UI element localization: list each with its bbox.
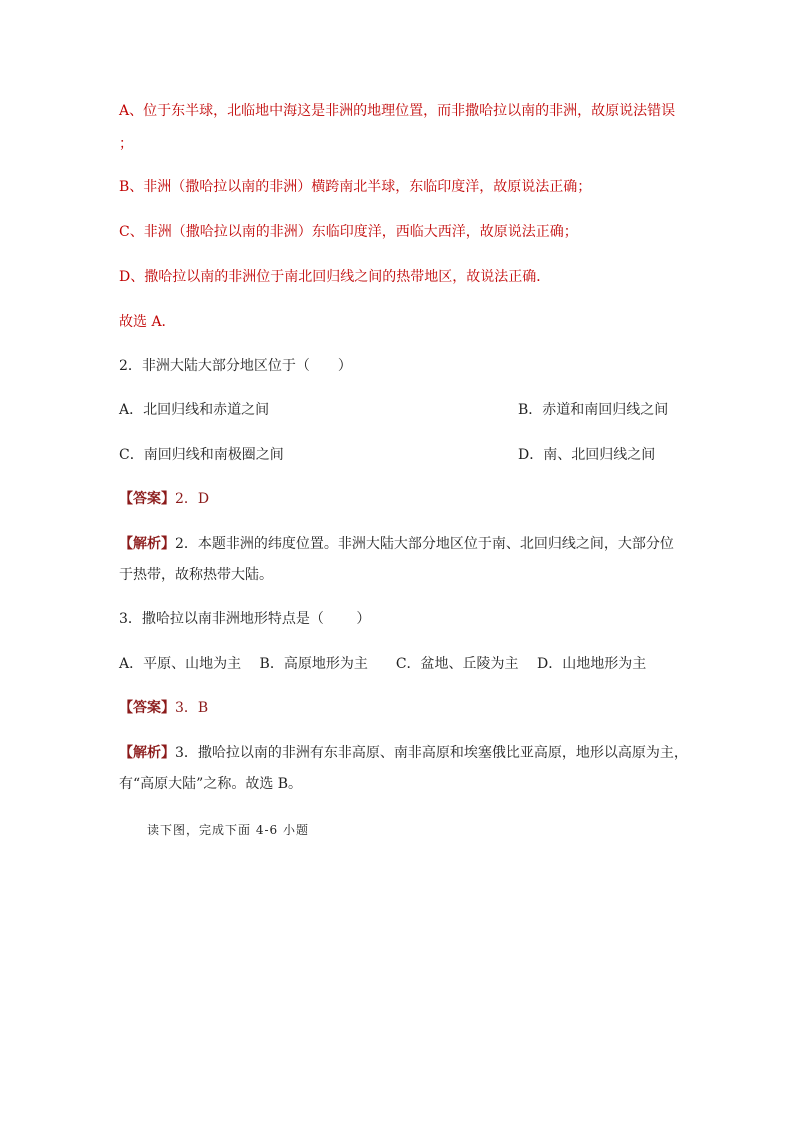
explanation-c: C、非洲（撒哈拉以南的非洲）东临印度洋，西临大西洋，故原说法正确； (119, 224, 578, 240)
q3-answer (119, 698, 208, 718)
q2-option-b: B．赤道和南回归线之间 (518, 402, 669, 418)
q2-stem: 2．非洲大陆大部分地区位于（ ） (119, 358, 352, 374)
q2-answer-value: 2．D (175, 491, 210, 507)
q3-analysis-tag: 【解析】 (119, 745, 175, 761)
q2-options-row2 (119, 445, 656, 465)
q2-answer-tag: 【答案】 (119, 491, 175, 507)
q3-analysis-text1: 3．撒哈拉以南的非洲有东非高原、南非高原和埃塞俄比亚高原，地形以高原为主， (175, 745, 688, 761)
q2-option-d: D．南、北回归线之间 (518, 447, 656, 463)
q2-answer (119, 489, 209, 509)
q2-options-row1 (119, 400, 669, 420)
q3-analysis-line1 (119, 743, 688, 763)
q3-options: A．平原、山地为主 B．高原地形为主 C．盆地、丘陵为主 D．山地地形为主 (119, 656, 647, 672)
explanation-b: B、非洲（撒哈拉以南的非洲）横跨南北半球，东临印度洋，故原说法正确； (119, 179, 592, 195)
q2-analysis-text1: 2．本题非洲的纬度位置。非洲大陆大部分地区位于南、北回归线之间，大部分位 (175, 536, 674, 552)
q2-analysis-tag: 【解析】 (119, 536, 175, 552)
q2-analysis-line2: 于热带，故称热带大陆。 (119, 567, 273, 583)
explanation-a-line1: A、位于东半球，北临地中海这是非洲的地理位置，而非撒哈拉以南的非洲，故原说法错误 (119, 103, 676, 119)
q3-answer-tag: 【答案】 (119, 700, 175, 716)
map-instruction: 读下图，完成下面 4-6 小题 (147, 823, 309, 837)
explanation-a-line2: ； (119, 136, 133, 152)
q2-option-c: C．南回归线和南极圈之间 (119, 447, 284, 463)
q3-answer-value: 3．B (175, 700, 209, 716)
q1-choice: 故选 A． (119, 314, 176, 330)
q3-stem: 3．撒哈拉以南非洲地形特点是（ ） (119, 611, 371, 627)
q2-analysis-line1 (119, 534, 674, 554)
q3-analysis-line2: 有“高原大陆”之称。故选 B。 (119, 776, 303, 792)
q2-option-a: A．北回归线和赤道之间 (119, 402, 270, 418)
explanation-d: D、撒哈拉以南的非洲位于南北回归线之间的热带地区，故说法正确． (119, 269, 551, 285)
